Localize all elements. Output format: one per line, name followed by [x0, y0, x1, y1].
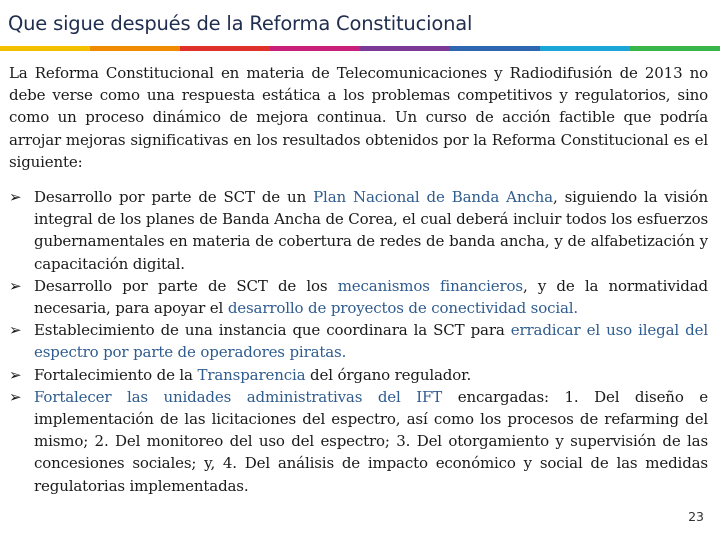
arrow-bullet-icon: ➢ — [9, 387, 22, 406]
arrow-bullet-icon: ➢ — [9, 365, 22, 384]
item-highlight: desarrollo de proyectos de conectividad social. — [227, 299, 579, 318]
item-highlight: Plan Nacional de Banda Ancha — [313, 188, 553, 206]
item-highlight: erradicar el uso ilegal del espectro por parte de operadores piratas. — [34, 321, 708, 362]
item-text: encargadas: 1. Del diseño e implementación de las licitaciones del espectro, así como los procesos de refarming del mismo; 2. Del monitoreo del uso del espectro; 3. Del otorgamiento y supervisión de las concesiones sociales; y, 4. Del análisis de impacto económico y social de las medidas regulatorias implementadas. — [34, 387, 708, 495]
color-stripe-segment — [360, 46, 450, 51]
list-item — [9, 319, 708, 363]
item-highlight: Fortalecer las unidades administrativas del IFT — [34, 387, 443, 406]
item-text: , siguiendo la visión integral de los planes de Banda Ancha de Corea, el cual deberá incluir todos los esfuerzos gubernamentales en materia de cobertura de redes de banda ancha, y de alfabetización y capacitación digital. — [34, 188, 708, 273]
item-highlight: mecanismos financieros — [337, 276, 523, 295]
color-stripe-segment — [180, 46, 270, 51]
action-list — [9, 186, 708, 497]
arrow-bullet-icon: ➢ — [9, 321, 22, 340]
arrow-bullet-icon: ➢ — [9, 276, 22, 295]
item-text: Desarrollo por parte de SCT de los — [34, 276, 338, 295]
item-highlight: Transparencia — [197, 365, 306, 384]
intro-paragraph: La Reforma Constitucional en materia de Telecomunicaciones y Radiodifusión de 2013 no debe verse como una respuesta estática a los problemas competitivos y regulatorios, sino como un proceso dinámico de mejora continua. Un curso de acción factible que podría arrojar mejoras significativas en los resultados obtenidos por la Reforma Constitucional es el siguiente: — [9, 64, 708, 171]
list-item — [9, 386, 708, 497]
arrow-bullet-icon: ➢ — [9, 188, 22, 206]
slide-title: Que sigue después de la Reforma Constitucional — [8, 12, 473, 35]
item-text: Fortalecimiento de la — [34, 365, 198, 384]
item-text: Desarrollo por parte de SCT de un — [34, 188, 314, 206]
list-item — [9, 186, 708, 275]
list-item — [9, 275, 708, 319]
list-item — [9, 364, 708, 386]
page-number: 23 — [688, 509, 704, 524]
item-text: del órgano regulador. — [305, 365, 472, 384]
color-stripe-segment — [270, 46, 360, 51]
color-stripe-segment — [630, 46, 720, 51]
item-text: Establecimiento de una instancia que coordinara la SCT para — [34, 321, 511, 340]
item-text: , y de la normatividad necesaria, para apoyar el — [34, 276, 709, 318]
color-stripe — [0, 46, 720, 51]
color-stripe-segment — [450, 46, 540, 51]
color-stripe-segment — [0, 46, 90, 51]
color-stripe-segment — [540, 46, 630, 51]
color-stripe-segment — [90, 46, 180, 51]
